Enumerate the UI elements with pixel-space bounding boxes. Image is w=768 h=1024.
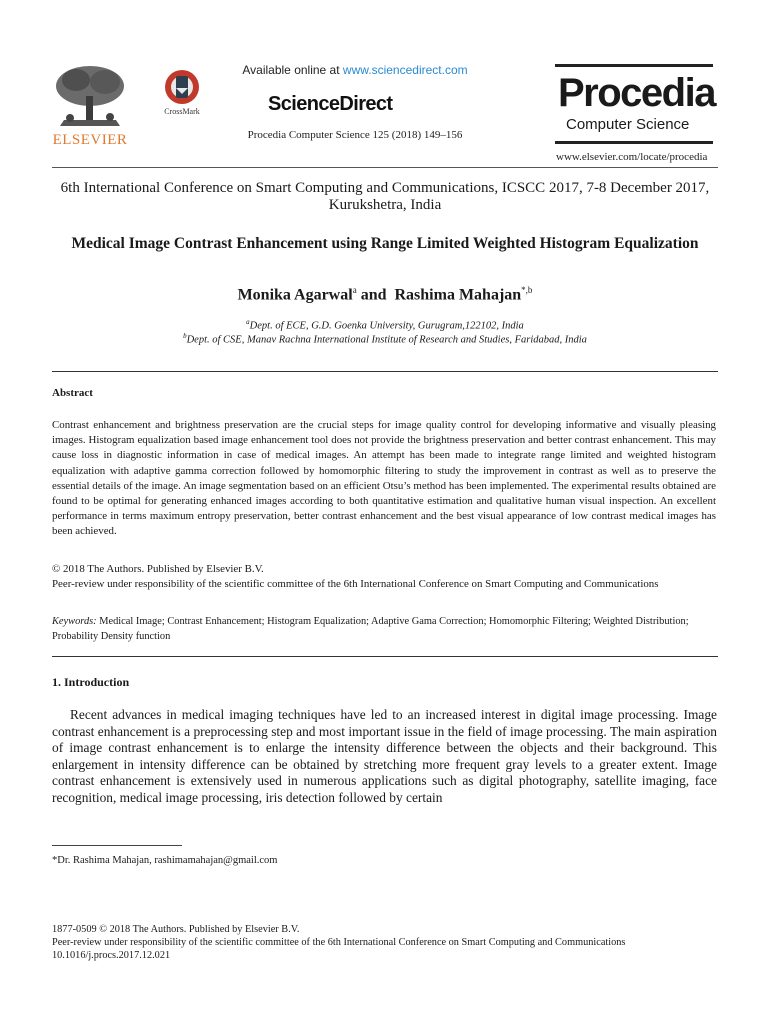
elsevier-logo: [50, 62, 130, 148]
doi[interactable]: 10.1016/j.procs.2017.12.021: [52, 950, 171, 962]
crossmark-icon: [158, 68, 206, 106]
introduction-heading: 1. Introduction: [52, 675, 130, 689]
sciencedirect-wordmark: ScienceDirect: [268, 93, 393, 115]
conference-line: 6th International Conference on Smart Computing and Communications, ICSCC 2017, 7-8 December 2017, Kurukshetra, India: [60, 180, 710, 213]
journal-url[interactable]: www.elsevier.com/locate/procedia: [556, 151, 708, 163]
procedia-subtitle: Computer Science: [566, 116, 690, 133]
author-2-name: Rashima Mahajan: [394, 286, 522, 304]
affiliation-a-mark: a: [246, 318, 250, 326]
abstract-body: Contrast enhancement and brightness preservation are the crucial steps for image quality control for developing informative and visually pleasing images. Histogram equalization based image enhancement tool does not provide the brightness preservation and better contrast enhancement. This may cause loss in diagnostic information in case of medical images. An attempt has been made to integrate range limited and weighted histogram equalization with adaptive gamma correction followed by homomorphic filtering to study the improvement in contrast as well as to preserve the essential details of the image. An image segmentation based on an efficient Otsu’s method has been implemented. The experimental results obtained are found to be optimal for generating enhanced images according to both quantitative estimation and qualitative human visual inspection. An excellent performance in terms maximum entropy preservation, better contrast enhancement and the best visual appearance of low contrast medical images has been achieved.: [52, 419, 716, 538]
keywords: [52, 614, 716, 644]
sciencedirect-link[interactable]: www.sciencedirect.com: [342, 63, 468, 77]
affiliation-a: [52, 318, 718, 332]
issn-line: 1877-0509 © 2018 The Authors. Published by Elsevier B.V.: [52, 924, 300, 935]
paper-title: Medical Image Contrast Enhancement using Range Limited Weighted Histogram Equalization: [71, 235, 699, 252]
journal-reference: Procedia Computer Science 125 (2018) 149–156: [247, 129, 463, 141]
publication-footer: [52, 923, 732, 963]
crossmark-badge[interactable]: [158, 68, 206, 120]
peer-review-line: Peer-review under responsibility of the scientific committee of the 6th International Conference on Smart Computing and Communications: [52, 578, 659, 590]
elsevier-wordmark: ELSEVIER: [52, 132, 128, 148]
abstract-bottom-rule: [52, 656, 718, 657]
corresponding-author-footnote: *Dr. Rashima Mahajan, rashimamahajan@gmail.com: [52, 855, 278, 866]
author-2-affil-mark: *,b: [521, 285, 533, 295]
affiliation-b-text: Dept. of CSE, Manav Rachna International Institute of Research and Studies, Faridabad, India: [186, 334, 587, 346]
copyright-line: © 2018 The Authors. Published by Elsevier B.V.: [52, 563, 264, 575]
keywords-label: Keywords:: [52, 616, 97, 627]
abstract-top-rule: [52, 371, 718, 372]
author-1-affil-mark: a: [352, 285, 357, 295]
procedia-title: Procedia: [558, 71, 715, 115]
introduction-body: Recent advances in medical imaging techniques have led to an increased interest in digital image processing. Image contrast enhancement is a preprocessing step and most important issue in the field of image processing. The main aspiration of image contrast enhancement is to enlarge the intensity difference between the objects and their background. This enlargement in intensity difference can be obtained by stretching more frequent gray levels to a greater extent. Image contrast enhancement is extensively used in numerous applications such as digital photography, satellite imaging, face recognition, medical image processing, iris detection followed by certain: [52, 707, 717, 805]
available-prefix: Available online at: [242, 63, 343, 77]
affiliation-a-text: Dept. of ECE, G.D. Goenka University, Gurugram,122102, India: [249, 320, 524, 332]
author-1-name: Monika Agarwal: [237, 286, 353, 304]
footnote-rule: [52, 845, 182, 846]
affiliation-b: [52, 332, 718, 346]
elsevier-tree-icon: [50, 62, 130, 132]
author-separator: and: [356, 286, 395, 304]
footer-peer-review: Peer-review under responsibility of the scientific committee of the 6th International Conference on Smart Computing and Communications: [52, 937, 626, 949]
keywords-list: Medical Image; Contrast Enhancement; Histogram Equalization; Adaptive Gama Correction; Homomorphic Filtering; Weighted Distribution; Probability Density function: [52, 616, 689, 642]
crossmark-label: CrossMark: [164, 107, 200, 116]
header-divider: [52, 167, 718, 168]
available-online: [200, 63, 510, 77]
author-line: [52, 285, 718, 304]
abstract-heading: Abstract: [52, 387, 93, 399]
affiliation-b-mark: b: [183, 332, 187, 340]
copyright-block: [52, 562, 716, 592]
